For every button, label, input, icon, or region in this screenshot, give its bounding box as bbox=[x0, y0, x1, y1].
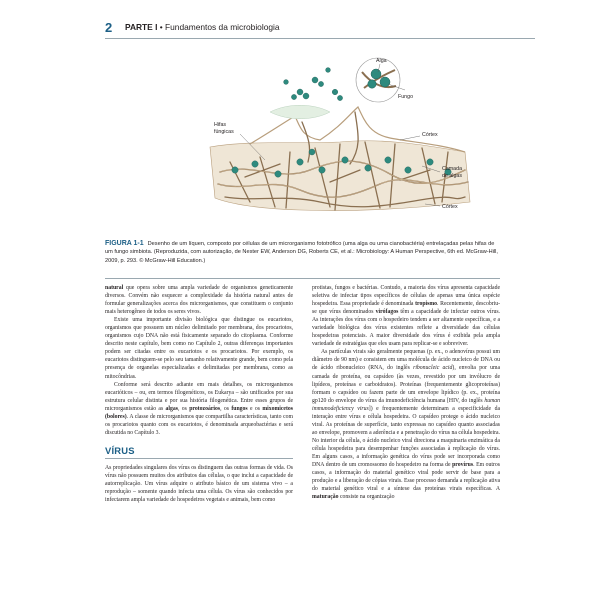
figure-number: FIGURA 1-1 bbox=[105, 240, 144, 247]
page-number: 2 bbox=[105, 20, 113, 35]
paragraph: As propriedades singulares dos vírus os distinguem das outras formas de vida. Os vírus não possuem muitos dos atributos das células, o que inclui a capacidade de autorreplicação. Um vírus adquire o atributo básico de um sistema vivo – a reprodução – somente quando infecta uma célula. Os vírus são conhecidos por infectarem ampla variedade de hospedeiros vegetais e animais, bem como bbox=[105, 464, 293, 504]
paragraph-text: Conforme será descrito adiante em mais detalhes, os microrganismos eucarióticos – ou, em termos filogenéticos, os Eukarya – são unificados por sua estrutura celular distinta e por sua história filogenética. Entre esses grupos de microrganismos estão as bbox=[105, 381, 293, 412]
label-camada-2: de algas bbox=[442, 173, 463, 179]
term-virofagos: virófagos bbox=[375, 309, 399, 316]
paragraph-text: . A classe de microrganismos que compartilha características, tanto com os procariotos quanto com os eucariotos, é denominada arqueobactérias e será discutida no Capítulo 3. bbox=[105, 413, 293, 436]
paragraph-text: protistas, fungos e bactérias. Contudo, a maioria dos vírus apresenta capacidade seletiva de infectar tipos específicos de células de apenas uma única espécie hospedeira. Essa propriedade é denominada bbox=[312, 285, 500, 308]
label-camada-1: Camada bbox=[442, 166, 463, 172]
paragraph-text: , os bbox=[220, 405, 232, 412]
figure-caption bbox=[105, 240, 500, 265]
paragraph: Existe uma importante divisão biológica que distingue os eucariotos, organismos que possuem um núcleo delimitado por membrana, dos procariotos, organismos cujo DNA não está fisicamente separado do citoplasma. Conforme descrito neste capítulo, bem como no Capítulo 2, outras diferenças importantes podem ser citadas entre os eucariotos e os procariotos. Por exemplo, os eucariotos distinguem-se pelo seu tamanho relativamente grande, bem como pela presença de organelas especializadas e delimitadas por membrana, como as mitocôndrias. bbox=[105, 317, 293, 380]
paragraph bbox=[105, 381, 293, 437]
term-rna-english: ribonucleic acid bbox=[413, 365, 453, 372]
caption-rule bbox=[105, 278, 500, 279]
paragraph bbox=[312, 284, 500, 348]
term-algas: algas bbox=[165, 405, 179, 412]
paragraph-text: . Em outros casos, a informação do material genético viral pode servir de base para a produção e a liberação de cópias virais. Esse processo demanda a replicação ativa do material genético viral e a síntese das proteínas virais específicas. A bbox=[312, 462, 500, 493]
header-rule bbox=[105, 38, 535, 39]
term-fungos: fungos bbox=[231, 405, 248, 412]
caption-text: Desenho de um líquen, composto por células de um microrganismo fototrófico (uma alga ou uma cianobactéria) entrelaçadas pelas hifas de um fungo simbiota. (Reproduzida, com autorização, de Nester EW, Anderson DG, Roberts CE, et al.: Microbiology: A Human Perspective, 6th ed. McGraw-Hill, 2009, p. 293. © McGraw-Hill Education.) bbox=[105, 241, 498, 264]
label-cortex-top: Córtex bbox=[422, 132, 438, 138]
header-separator: • bbox=[159, 22, 163, 32]
label-alga: Alga bbox=[376, 58, 387, 64]
paragraph-text: que opera sobre uma ampla variedade de organismos geneticamente diversos. Convém não esquecer a complexidade da história natural antes de formular generalizações acerca dos microrganismos, que constituem o conjunto mais heterogêneo de todos os seres vivos. bbox=[105, 285, 293, 316]
section-title: Fundamentos da microbiologia bbox=[165, 22, 280, 32]
term-hiv-english: human immunodeficiency virus bbox=[312, 397, 500, 412]
part-label: PARTE I bbox=[125, 22, 158, 32]
term-provirus: provírus bbox=[452, 462, 474, 469]
paragraph-text: As partículas virais são geralmente pequenas (p. ex., o adenovírus possui um diâmetro de 90 nm) e consistem em uma molécula de ácido nucleico de DNA ou de ácido ribonucleico (RNA, do inglês bbox=[312, 349, 500, 372]
paragraph-text: . Recentemente, descobriu-se que vírus denominados bbox=[312, 301, 500, 316]
dispersing-soredia bbox=[284, 68, 343, 101]
label-hifas-1: Hifas bbox=[214, 122, 227, 128]
paragraph-text: e os bbox=[247, 405, 263, 412]
paragraph-text: têm a capacidade de infectar outros vírus. As interações dos vírus com o hospedeiro tendem a ser altamente específicas, e a variedade biológica dos vírus existentes reflete a diversidade das células hospedeiras potenciais. A maior diversidade dos vírus é exibida pela ampla variedade de estratégias que eles usam para replicar-se e sobreviver. bbox=[312, 309, 500, 348]
lichen-illustration bbox=[190, 52, 490, 237]
paragraph bbox=[105, 284, 293, 316]
term-protozoarios: protozoários bbox=[189, 405, 221, 412]
magnified-inset bbox=[356, 58, 400, 102]
paragraph bbox=[312, 348, 500, 501]
label-fungo: Fungo bbox=[398, 94, 414, 100]
paragraph-text: , os bbox=[178, 405, 190, 412]
label-hifas-2: fúngicas bbox=[214, 129, 234, 135]
leaf-fragment bbox=[270, 105, 330, 119]
term-tropismo: tropismo bbox=[415, 301, 438, 308]
bold-term: natural bbox=[105, 285, 124, 291]
label-cortex-bottom: Córtex bbox=[442, 204, 458, 210]
paragraph-text: consiste na organização bbox=[338, 494, 395, 501]
paragraph-text: ]) e frequentemente determinam a especificidade da interação entre vírus e célula hospedeira. O capsídeo protege o ácido nucleico viral. As proteínas de superfície, tanto expressas no capsídeo quanto associadas ao envelope, promovem a aderência e a penetração do vírus na célula hospedeira. No interior da célula, o ácido nucleico viral direciona a maquinaria enzimática da célula hospedeira para desempenhar funções associadas à replicação do vírus. Em alguns casos, a informação genética do vírus pode ser incorporada como DNA dentro de um cromossomo do hospedeiro na forma de bbox=[312, 405, 500, 469]
term-maturacao: maturação bbox=[312, 494, 339, 501]
section-heading-virus: VÍRUS bbox=[105, 444, 135, 456]
paragraph-text: ), envolta por uma camada de proteína, ou capsídeo (às vezes, revestido por um invólucro de lipídeos, proteínas e carboidratos). Proteínas (frequentemente glicoproteínas) formam o capsídeo ou fazem parte de um envelope lipídico (p. ex., proteína gp120 do envelope do vírus da imunodeficiência humana [HIV, do inglês bbox=[312, 365, 500, 404]
heading-rule bbox=[105, 458, 293, 459]
right-column bbox=[312, 284, 500, 501]
term-mixomicetos: mixomicetos (bolores) bbox=[105, 405, 293, 420]
left-column bbox=[105, 284, 293, 504]
part-title bbox=[125, 22, 280, 32]
